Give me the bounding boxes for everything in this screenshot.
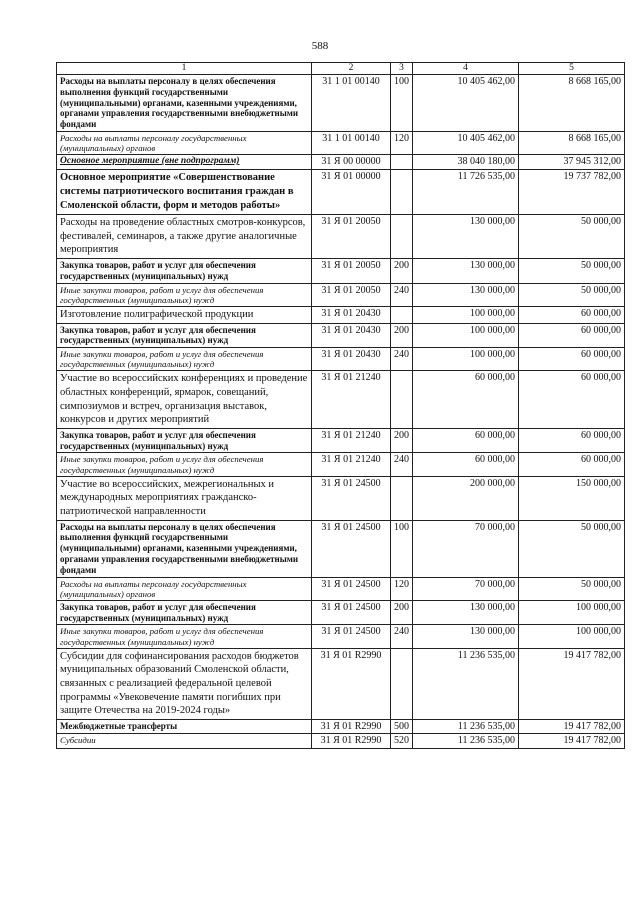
target-code: 31 Я 01 24500 — [312, 625, 391, 648]
amount-col-5: 60 000,00 — [519, 348, 625, 371]
header-col-5: 5 — [519, 63, 625, 75]
target-code: 31 Я 01 24500 — [312, 520, 391, 577]
expense-name: Иные закупки товаров, работ и услуг для обеспечения государственных (муниципальных) нужд — [57, 625, 312, 648]
amount-col-4: 130 000,00 — [413, 283, 519, 306]
target-code: 31 Я 01 24500 — [312, 476, 391, 520]
budget-table — [56, 62, 625, 749]
expense-name: Основное мероприятие (вне подпрограмм) — [57, 155, 312, 170]
expense-type-code: 200 — [391, 259, 413, 284]
target-code: 31 Я 01 R2990 — [312, 734, 391, 749]
expense-type-code: 120 — [391, 131, 413, 154]
amount-col-5: 150 000,00 — [519, 476, 625, 520]
amount-col-4: 11 236 535,00 — [413, 648, 519, 719]
amount-col-4: 10 405 462,00 — [413, 74, 519, 131]
amount-col-4: 130 000,00 — [413, 215, 519, 259]
amount-col-4: 100 000,00 — [413, 306, 519, 323]
target-code: 31 Я 01 20430 — [312, 323, 391, 348]
expense-type-code: 120 — [391, 577, 413, 600]
amount-col-5: 60 000,00 — [519, 453, 625, 476]
expense-name: Основное мероприятие «Совершенствование системы патриотического воспитания граждан в Смоленской области, форм и методов работы» — [57, 169, 312, 215]
expense-name: Расходы на выплаты персоналу государственных (муниципальных) органов — [57, 577, 312, 600]
expense-type-code — [391, 476, 413, 520]
expense-name: Иные закупки товаров, работ и услуг для обеспечения государственных (муниципальных) нужд — [57, 283, 312, 306]
table-body — [57, 74, 625, 748]
amount-col-5: 60 000,00 — [519, 323, 625, 348]
table-row — [57, 625, 625, 648]
table-row — [57, 348, 625, 371]
expense-type-code: 200 — [391, 600, 413, 625]
table-row — [57, 476, 625, 520]
table-row — [57, 306, 625, 323]
expense-type-code: 240 — [391, 453, 413, 476]
amount-col-4: 100 000,00 — [413, 323, 519, 348]
expense-name: Расходы на выплаты персоналу в целях обеспечения выполнения функций государственными (муниципальными) органами, казенными учреждениями, органами управления государственными внебюджетными фондами — [57, 520, 312, 577]
expense-name: Иные закупки товаров, работ и услуг для обеспечения государственных (муниципальных) нужд — [57, 453, 312, 476]
amount-col-5: 19 737 782,00 — [519, 169, 625, 215]
table-row — [57, 428, 625, 453]
page-number: 588 — [311, 40, 329, 52]
amount-col-4: 60 000,00 — [413, 453, 519, 476]
amount-col-5: 50 000,00 — [519, 283, 625, 306]
target-code: 31 Я 01 24500 — [312, 577, 391, 600]
table-row — [57, 323, 625, 348]
amount-col-5: 19 417 782,00 — [519, 719, 625, 734]
amount-col-5: 19 417 782,00 — [519, 648, 625, 719]
amount-col-4: 130 000,00 — [413, 259, 519, 284]
amount-col-5: 60 000,00 — [519, 306, 625, 323]
amount-col-5: 50 000,00 — [519, 259, 625, 284]
expense-name: Иные закупки товаров, работ и услуг для обеспечения государственных (муниципальных) нужд — [57, 348, 312, 371]
target-code: 31 Я 01 20050 — [312, 215, 391, 259]
amount-col-5: 19 417 782,00 — [519, 734, 625, 749]
expense-name: Закупка товаров, работ и услуг для обеспечения государственных (муниципальных) нужд — [57, 428, 312, 453]
table-row — [57, 719, 625, 734]
expense-type-code: 500 — [391, 719, 413, 734]
expense-type-code — [391, 169, 413, 215]
target-code: 31 Я 01 21240 — [312, 371, 391, 429]
amount-col-5: 60 000,00 — [519, 428, 625, 453]
target-code: 31 Я 01 20430 — [312, 348, 391, 371]
expense-type-code: 520 — [391, 734, 413, 749]
amount-col-5: 60 000,00 — [519, 371, 625, 429]
target-code: 31 Я 01 24500 — [312, 600, 391, 625]
target-code: 31 1 01 00140 — [312, 74, 391, 131]
expense-type-code: 240 — [391, 348, 413, 371]
amount-col-4: 100 000,00 — [413, 348, 519, 371]
amount-col-5: 8 668 165,00 — [519, 74, 625, 131]
expense-name: Участие во всероссийских, межрегиональных и международных мероприятиях гражданско-патриотической направленности — [57, 476, 312, 520]
expense-type-code: 200 — [391, 323, 413, 348]
expense-name: Изготовление полиграфической продукции — [57, 306, 312, 323]
amount-col-5: 50 000,00 — [519, 520, 625, 577]
expense-name: Субсидии для софинансирования расходов бюджетов муниципальных образований Смоленской области, связанных с реализацией федеральной целевой программы «Увековечение памяти погибших при защите Отечества на 2019-2024 годы» — [57, 648, 312, 719]
expense-type-code — [391, 648, 413, 719]
expense-name: Межбюджетные трансферты — [57, 719, 312, 734]
amount-col-4: 200 000,00 — [413, 476, 519, 520]
table-row — [57, 259, 625, 284]
amount-col-4: 11 236 535,00 — [413, 719, 519, 734]
header-col-1: 1 — [57, 63, 312, 75]
amount-col-4: 130 000,00 — [413, 600, 519, 625]
amount-col-5: 8 668 165,00 — [519, 131, 625, 154]
table-row — [57, 74, 625, 131]
expense-name: Участие во всероссийских конференциях и проведение областных конференций, ярмарок, совещаний, симпозиумов и встреч, организация выставок, конкурсов и других мероприятий — [57, 371, 312, 429]
expense-type-code: 200 — [391, 428, 413, 453]
table-row — [57, 734, 625, 749]
expense-name: Расходы на проведение областных смотров-конкурсов, фестивалей, семинаров, а также другие аналогичные мероприятия — [57, 215, 312, 259]
header-row — [57, 63, 625, 75]
amount-col-5: 50 000,00 — [519, 577, 625, 600]
expense-name: Закупка товаров, работ и услуг для обеспечения государственных (муниципальных) нужд — [57, 323, 312, 348]
table-row — [57, 371, 625, 429]
target-code: 31 Я 01 R2990 — [312, 648, 391, 719]
expense-name: Расходы на выплаты персоналу в целях обеспечения выполнения функций государственными (муниципальными) органами, казенными учреждениями, органами управления государственными внебюджетными фондами — [57, 74, 312, 131]
amount-col-5: 50 000,00 — [519, 215, 625, 259]
amount-col-4: 60 000,00 — [413, 371, 519, 429]
target-code: 31 Я 01 R2990 — [312, 719, 391, 734]
expense-type-code — [391, 215, 413, 259]
amount-col-5: 100 000,00 — [519, 625, 625, 648]
table-row — [57, 600, 625, 625]
target-code: 31 Я 01 00000 — [312, 169, 391, 215]
target-code: 31 1 01 00140 — [312, 131, 391, 154]
amount-col-4: 38 040 180,00 — [413, 155, 519, 170]
expense-type-code: 240 — [391, 283, 413, 306]
target-code: 31 Я 00 00000 — [312, 155, 391, 170]
amount-col-5: 100 000,00 — [519, 600, 625, 625]
target-code: 31 Я 01 20050 — [312, 259, 391, 284]
expense-type-code — [391, 371, 413, 429]
header-col-3: 3 — [391, 63, 413, 75]
expense-name: Субсидии — [57, 734, 312, 749]
header-col-4: 4 — [413, 63, 519, 75]
amount-col-4: 60 000,00 — [413, 428, 519, 453]
target-code: 31 Я 01 20430 — [312, 306, 391, 323]
header-col-2: 2 — [312, 63, 391, 75]
amount-col-5: 37 945 312,00 — [519, 155, 625, 170]
table-row — [57, 520, 625, 577]
target-code: 31 Я 01 20050 — [312, 283, 391, 306]
target-code: 31 Я 01 21240 — [312, 428, 391, 453]
expense-type-code: 240 — [391, 625, 413, 648]
amount-col-4: 10 405 462,00 — [413, 131, 519, 154]
expense-name: Расходы на выплаты персоналу государственных (муниципальных) органов — [57, 131, 312, 154]
expense-name: Закупка товаров, работ и услуг для обеспечения государственных (муниципальных) нужд — [57, 259, 312, 284]
table-row — [57, 215, 625, 259]
expense-name: Закупка товаров, работ и услуг для обеспечения государственных (муниципальных) нужд — [57, 600, 312, 625]
amount-col-4: 70 000,00 — [413, 577, 519, 600]
table-row — [57, 169, 625, 215]
table-row — [57, 453, 625, 476]
amount-col-4: 130 000,00 — [413, 625, 519, 648]
expense-type-code — [391, 306, 413, 323]
expense-type-code — [391, 155, 413, 170]
table-row — [57, 648, 625, 719]
table-row — [57, 283, 625, 306]
amount-col-4: 11 726 535,00 — [413, 169, 519, 215]
table-row — [57, 577, 625, 600]
target-code: 31 Я 01 21240 — [312, 453, 391, 476]
amount-col-4: 70 000,00 — [413, 520, 519, 577]
table-row — [57, 131, 625, 154]
table-row — [57, 155, 625, 170]
expense-type-code: 100 — [391, 520, 413, 577]
expense-type-code: 100 — [391, 74, 413, 131]
amount-col-4: 11 236 535,00 — [413, 734, 519, 749]
